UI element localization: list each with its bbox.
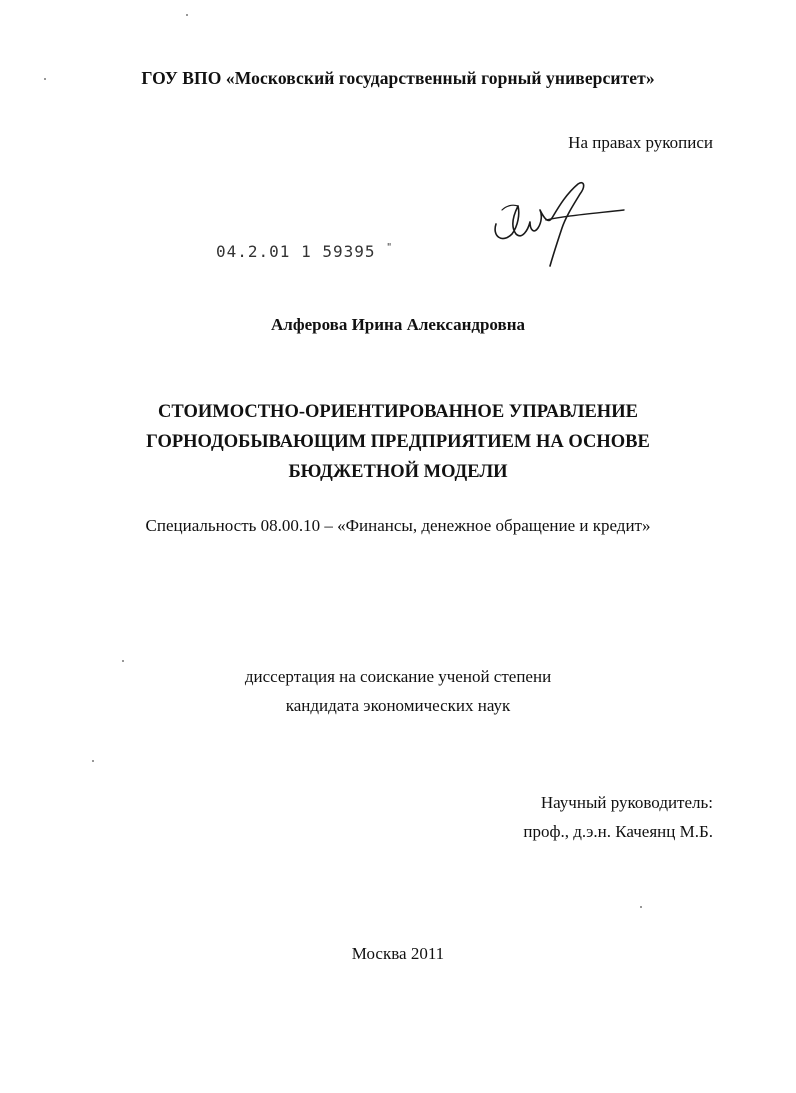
scan-speck (92, 760, 94, 762)
archive-stamp-mark: " (386, 242, 394, 253)
degree-statement (0, 662, 796, 720)
degree-line-2: кандидата экономических наук (285, 696, 511, 715)
signature-image (488, 180, 628, 270)
scan-speck (186, 14, 188, 16)
dissertation-title (0, 397, 796, 487)
archive-stamp (216, 242, 393, 261)
scan-speck (122, 660, 124, 662)
city-year: Москва 2011 (351, 944, 445, 963)
scan-speck (640, 906, 642, 908)
scan-speck (44, 78, 46, 80)
archive-stamp-code: 04.2.01 1 59395 (216, 242, 376, 261)
author-name: Алферова Ирина Александровна (271, 315, 525, 334)
title-line-2: ГОРНОДОБЫВАЮЩИМ ПРЕДПРИЯТИЕМ НА ОСНОВЕ (146, 432, 650, 452)
manuscript-note: На правах рукописи (568, 133, 713, 152)
supervisor-label: Научный руководитель: (540, 793, 713, 812)
title-line-3: БЮДЖЕТНОЙ МОДЕЛИ (288, 462, 508, 482)
title-line-1: СТОИМОСТНО-ОРИЕНТИРОВАННОЕ УПРАВЛЕНИЕ (158, 402, 638, 422)
degree-line-1: диссертация на соискание ученой степени (244, 667, 552, 686)
university-name: ГОУ ВПО «Московский государственный горный университет» (141, 68, 655, 88)
specialty: Специальность 08.00.10 – «Финансы, денежное обращение и кредит» (145, 516, 651, 535)
supervisor-block (523, 788, 713, 846)
supervisor-name: проф., д.э.н. Качеянц М.Б. (523, 822, 713, 841)
